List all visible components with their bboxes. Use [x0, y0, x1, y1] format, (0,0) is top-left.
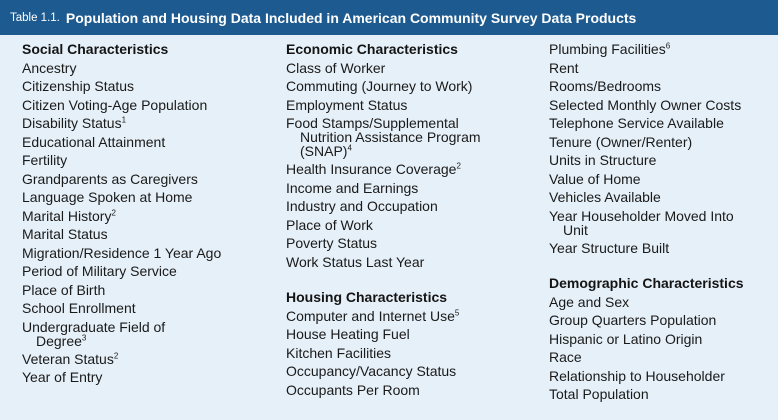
item-text: Vehicles Available	[549, 189, 661, 205]
list-item	[286, 179, 541, 198]
item-text: Computer and Internet Use	[286, 307, 455, 324]
list-item	[22, 96, 272, 115]
list-item	[286, 307, 541, 326]
item-text: Undergraduate Field of	[22, 318, 166, 335]
item-text: Citizenship Status	[22, 78, 135, 94]
item-text: Class of Worker	[286, 59, 386, 76]
item-text: Year of Entry	[22, 369, 103, 385]
list-item	[549, 133, 774, 152]
item-text-continued: Degree$^3$	[36, 332, 87, 349]
table-title: Population and Housing Data Included in American Community Survey Data Products	[65, 9, 637, 26]
item-text: Marital Status	[22, 226, 108, 242]
list-item	[549, 151, 774, 170]
item-text: Selected Monthly Owner Costs	[549, 96, 742, 113]
item-text: Total Population	[549, 386, 649, 402]
list-item	[22, 77, 272, 96]
list-item	[22, 133, 272, 152]
list-item	[286, 253, 541, 272]
list-item	[286, 344, 541, 363]
list-item	[549, 188, 774, 207]
item-text: Group Quarters Population	[549, 312, 717, 328]
list-item	[22, 299, 272, 318]
item-text-continued: Unit	[563, 221, 588, 238]
list-item	[22, 262, 272, 281]
list-item	[22, 225, 272, 244]
footnote-marker: 2	[456, 161, 461, 171]
item-text: Poverty Status	[286, 235, 378, 251]
item-text: Plumbing Facilities	[549, 41, 666, 57]
list-item	[286, 59, 541, 78]
item-text: Marital History	[22, 207, 112, 224]
list-item	[549, 59, 774, 78]
list-item	[549, 96, 774, 115]
list-item	[286, 381, 541, 400]
list-item	[22, 188, 272, 207]
list-item	[286, 325, 541, 344]
item-text: Period of Military Service	[22, 263, 177, 279]
item-text: Relationship to Householder	[549, 367, 725, 384]
footnote-marker: 4	[347, 143, 352, 153]
item-text: Rooms/Bedrooms	[549, 78, 662, 94]
item-text: Work Status Last Year	[286, 253, 425, 270]
column-3	[549, 40, 774, 404]
list-item	[549, 311, 774, 330]
item-text: Place of Birth	[22, 281, 106, 298]
list-item	[549, 77, 774, 96]
item-text: Citizen Voting-Age Population	[22, 96, 208, 113]
list-item	[549, 348, 774, 367]
list-item	[549, 40, 774, 59]
list-item	[22, 368, 272, 387]
footnote-marker: 2	[111, 207, 116, 217]
item-text: Ancestry	[22, 59, 77, 76]
list-item	[22, 114, 272, 133]
list-item	[549, 367, 774, 386]
item-text: Industry and Occupation	[286, 198, 438, 214]
item-text: Migration/Residence 1 Year Ago	[22, 244, 222, 261]
list-item	[22, 207, 272, 226]
item-text: House Heating Fuel	[286, 326, 410, 342]
list-item	[549, 293, 774, 312]
section-heading: Housing Characteristics	[286, 289, 448, 305]
column-1	[22, 40, 272, 387]
list-item	[286, 77, 541, 96]
item-text: Units in Structure	[549, 152, 657, 168]
item-text: Employment Status	[286, 96, 408, 113]
section-gap	[286, 271, 541, 288]
item-text: Grandparents as Caregivers	[22, 170, 198, 187]
section-gap	[549, 257, 774, 274]
item-text: Health Insurance Coverage	[286, 161, 457, 177]
footnote-marker: 1	[121, 115, 127, 125]
item-text: Fertility	[22, 152, 68, 168]
item-text-continued: Nutrition Assistance Program	[300, 129, 481, 145]
item-text: Educational Attainment	[22, 133, 166, 150]
item-text: Telephone Service Available	[549, 115, 724, 131]
item-text-continued: (SNAP)$^4$	[300, 143, 352, 159]
section-heading: Social Characteristics	[22, 41, 169, 57]
section-heading: Demographic Characteristics	[549, 275, 744, 291]
list-item	[286, 96, 541, 115]
list-item	[22, 244, 272, 263]
list-item	[22, 320, 272, 348]
item-text: Year Householder Moved Into	[549, 207, 734, 224]
table-number: Table 1.1.	[10, 11, 60, 24]
list-item	[549, 114, 774, 133]
item-text: Hispanic or Latino Origin	[549, 330, 703, 347]
item-text: Year Structure Built	[549, 239, 670, 256]
list-item	[549, 330, 774, 349]
list-item	[549, 170, 774, 189]
footnote-marker: 5	[454, 307, 460, 317]
list-item	[22, 59, 272, 78]
list-item	[286, 234, 541, 253]
list-item	[286, 160, 541, 179]
item-text: Disability Status	[22, 115, 122, 131]
item-text: Place of Work	[286, 216, 373, 233]
list-item	[286, 116, 541, 158]
table-header	[0, 0, 778, 35]
list-item	[286, 216, 541, 235]
list-item	[549, 209, 774, 237]
footnote-marker: 3	[81, 332, 87, 342]
item-text: Age and Sex	[549, 293, 630, 310]
footnote-marker: 2	[113, 350, 119, 360]
list-item	[549, 239, 774, 258]
item-text: Language Spoken at Home	[22, 189, 193, 205]
list-item	[22, 281, 272, 300]
item-text: Occupants Per Room	[286, 381, 420, 398]
section-heading: Economic Characteristics	[286, 41, 458, 57]
item-text: Income and Earnings	[286, 179, 419, 196]
list-item	[286, 197, 541, 216]
list-item	[549, 385, 774, 404]
footnote-marker: 6	[665, 41, 671, 51]
list-item	[22, 151, 272, 170]
item-text: Veteran Status	[22, 350, 114, 367]
item-text: Value of Home	[549, 170, 641, 187]
item-text: Kitchen Facilities	[286, 344, 392, 361]
item-text: Food Stamps/Supplemental	[286, 115, 459, 131]
item-text: School Enrollment	[22, 300, 136, 316]
list-item	[22, 170, 272, 189]
item-text: Rent	[549, 59, 579, 76]
item-text: Tenure (Owner/Renter)	[549, 133, 693, 150]
item-text: Race	[549, 349, 582, 365]
column-2	[286, 40, 541, 399]
list-item	[286, 362, 541, 381]
list-item	[22, 350, 272, 369]
item-text: Commuting (Journey to Work)	[286, 78, 473, 94]
item-text: Occupancy/Vacancy Status	[286, 363, 457, 379]
